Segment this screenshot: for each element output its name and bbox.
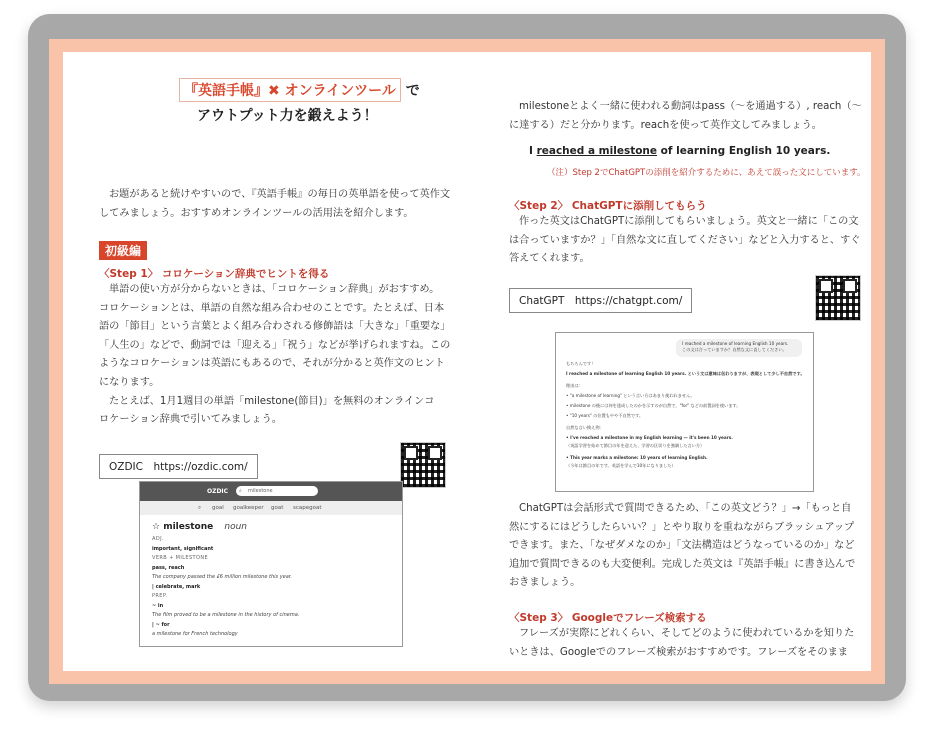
ozdic-qr-code[interactable]	[400, 442, 446, 488]
text-line: 単語の使い方が分からないときは、「コロケーション辞典」がおすすめ。	[109, 284, 440, 295]
text-line: おきましょう。	[509, 577, 581, 589]
response-line: もちろんです！	[566, 361, 596, 366]
ozdic-search-input	[236, 486, 318, 496]
search-value: milestone	[248, 488, 273, 494]
text-line: 「人生の」などで、動詞では「迎える」「祝う」などが挙げられますね。この	[99, 339, 451, 351]
response-line: • "10 years" の位置もやや不自然です。	[566, 413, 644, 418]
intro-paragraph	[99, 186, 450, 223]
ozdic-entry-line: ADJ.	[152, 536, 164, 542]
ozdic-entry-line: | celebrate, mark	[152, 583, 201, 590]
text-line: になります。	[99, 376, 160, 388]
text-line: フレーズが実際にどれくらい、そしてどのように使われているかを知りた	[519, 628, 855, 639]
corner-ornament	[875, 43, 881, 49]
header-subtitle: アウトプット力を鍛えよう！	[197, 108, 378, 124]
search-icon: ⌕	[239, 488, 242, 494]
page-area	[63, 52, 871, 671]
chatgpt-url-box[interactable]: ChatGPT https://chatgpt.com/	[509, 288, 692, 313]
response-line: 理由は：	[566, 383, 583, 388]
ozdic-entry-line: PREP.	[152, 593, 168, 599]
subnav-item: scapegoat	[293, 505, 322, 511]
ozdic-screenshot	[139, 481, 403, 647]
example-sentence	[529, 145, 830, 157]
step1-body	[99, 281, 459, 430]
corner-ornament	[53, 43, 59, 49]
magazine-spread	[49, 39, 885, 684]
chatgpt-qr-code[interactable]	[815, 275, 861, 321]
step1-title: 〈Step 1〉 コロケーション辞典でヒントを得る	[99, 268, 330, 280]
response-line: （今年は節目の年です。英語を学んで10年になりました）	[566, 463, 676, 468]
text-line: に達する）だと分かります。reachを使って英作文してみましょう。	[509, 119, 822, 131]
text-line: 語の「節目」という言葉とよく組み合わされる修飾語は「大きな」「重要な」	[99, 321, 451, 333]
header-highlight: 『英語手帳』✖ オンラインツール	[179, 78, 401, 102]
text-line: たとえば、1月1週目の単語「milestone(節目)」を無料のオンラインコ	[109, 395, 435, 407]
sentence-underlined: reached a milestone	[536, 145, 658, 157]
text-line: 答えてくれます。	[509, 253, 590, 265]
ozdic-entry-line: a milestone for French technology	[152, 631, 238, 637]
text-line: コロケーションとは、単語の自然な組み合わせのことです。たとえば、日本	[99, 302, 445, 314]
text-line: 然にするにはどうしたらいい？」とやり取りを重ねながらブラッシュアップ	[509, 521, 855, 533]
text-line: は合っていますか？」「自然な文に直してください」などと入力すると、すぐ	[509, 234, 861, 246]
sentence-part: I	[529, 145, 537, 157]
response-line: • "a milestone of learning" という言い方はあまり使われません。	[566, 393, 695, 398]
text-line: お題があると続けやすいので、『英語手帳』の毎日の英単語を使って英作文	[109, 189, 451, 200]
right-intro	[509, 98, 879, 135]
chatgpt-screenshot	[555, 332, 814, 492]
ozdic-logo: OZDIC	[207, 488, 229, 495]
header-suffix: で	[405, 83, 420, 99]
corner-ornament	[53, 674, 59, 680]
ozdic-entry-line: ~ in	[152, 602, 164, 609]
headword: ☆ milestone	[152, 522, 214, 532]
text-line: 作った英文はChatGPTに添削してもらいましょう。英文と一緒に「この文	[519, 216, 859, 227]
corner-ornament	[875, 674, 881, 680]
sentence-part: of learning English 10 years.	[657, 145, 831, 157]
text-line: ChatGPTは会話形式で質問できるため、「この英文どう？」→「もっと自	[519, 503, 852, 514]
search-icon: ⌕	[198, 505, 202, 511]
ozdic-entry-line: important, significant	[152, 545, 214, 552]
after-gpt-body	[509, 500, 879, 593]
response-line: • I've reached a milestone in my English learning — it's been 10 years.	[566, 435, 733, 440]
ozdic-entry-line: The company passed the £6 million milestone this year.	[152, 574, 292, 580]
text-line: ロケーション辞典で引いてみましょう。	[99, 414, 282, 426]
step2-title: 〈Step 2〉 ChatGPTに添削してもらう	[509, 200, 707, 212]
level-tag: 初級編	[99, 241, 147, 260]
step3-body	[509, 625, 879, 662]
bubble-line: この文は合っていますか？自然な文に直してください。	[682, 347, 787, 352]
ozdic-entry-line: The film proved to be a milestone in the history of cinema.	[152, 612, 300, 618]
ozdic-entry-line: pass, reach	[152, 564, 185, 571]
response-line: 自然な言い換え例：	[566, 425, 604, 430]
ozdic-entry-line: VERB + MILESTONE	[152, 555, 209, 561]
ozdic-subnav	[140, 501, 402, 515]
text-line: 追加で質問できるのも大変便利。完成した英文は『英語手帳』に書き込んで	[509, 558, 856, 570]
user-message-bubble	[676, 339, 802, 357]
response-line: I reached a milestone of learning English 10 years. という文は意味は伝わりますが、表現として少し不自然です。	[566, 371, 805, 376]
section-header	[179, 78, 420, 102]
bubble-line: I reached a milestone of learning English 10 years.	[682, 341, 789, 346]
ozdic-entry-line: | ~ for	[152, 621, 170, 628]
tablet-frame	[28, 14, 906, 701]
response-line: （英語学習を始めて節目の年を迎えた、学習の区切りを強調した言い方）	[566, 443, 705, 448]
text-line: できます。また、「なぜダメなのか」「文法構造はどうなっているのか」など	[509, 540, 855, 552]
part-of-speech: noun	[224, 522, 247, 532]
subnav-item: goalkeeper	[233, 505, 264, 511]
correction-note: （注）Step 2でChatGPTの添削を紹介するために、あえて誤った文にしています。	[547, 168, 866, 178]
response-line: • milestone の後には何を達成したのかを示すのが自然で、"for" などの前置詞を使います。	[566, 403, 741, 408]
response-line: • This year marks a milestone: 10 years of learning English.	[566, 455, 708, 460]
subnav-item: goat	[271, 505, 284, 511]
text-line: してみましょう。おすすめオンラインツールの活用法を紹介します。	[99, 207, 414, 219]
ozdic-url-box[interactable]: OZDIC https://ozdic.com/	[99, 454, 258, 479]
step3-title: 〈Step 3〉 Googleでフレーズ検索する	[509, 612, 707, 624]
text-line: milestoneとよく一緒に使われる動詞はpass（〜を通過する）, reach（〜	[519, 101, 862, 112]
subnav-item: goal	[212, 505, 224, 511]
text-line: いときは、Googleでのフレーズ検索がおすすめです。フレーズをそのまま	[509, 646, 848, 658]
step2-body	[509, 213, 879, 269]
ozdic-headword	[152, 522, 247, 532]
text-line: ようなコロケーションは英語にもあるので、それが分かると英作文のヒント	[99, 358, 445, 370]
